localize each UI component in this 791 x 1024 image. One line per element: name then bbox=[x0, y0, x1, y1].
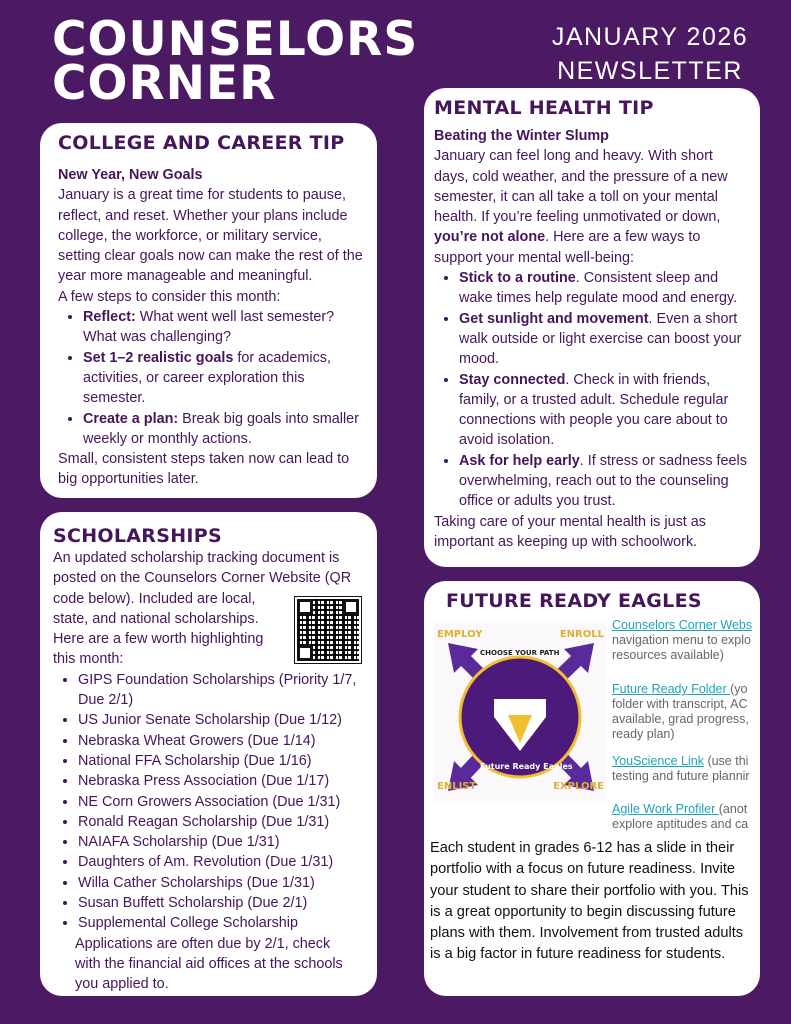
choose-path-label: CHOOSE YOUR PATH bbox=[480, 649, 560, 657]
intro-bold: you’re not alone bbox=[434, 229, 546, 246]
title-line2: CORNER bbox=[52, 56, 277, 111]
item-text: What went well last semester? What was challenging? bbox=[83, 309, 335, 346]
item-text: . Even a short walk outside or light exercise can boost your mood. bbox=[459, 310, 742, 368]
youscience-link[interactable]: YouScience Link bbox=[612, 754, 704, 768]
scholarship-item: • Supplemental College Scholarship bbox=[78, 913, 363, 933]
scholarship-item: • Susan Buffett Scholarship (Due 2/1) bbox=[78, 893, 363, 913]
enlist-label: ENLIST bbox=[437, 780, 477, 792]
item-bold: Reflect: bbox=[83, 309, 136, 326]
future-ready-card bbox=[424, 581, 760, 996]
section-heading: FUTURE READY EAGLES bbox=[446, 590, 702, 612]
scholarship-item: • US Junior Senate Scholarship (Due 1/12) bbox=[78, 710, 363, 730]
scholarship-item: • NE Corn Growers Association (Due 1/31) bbox=[78, 792, 363, 812]
issue-line2: NEWSLETTER bbox=[557, 57, 743, 85]
college-career-card bbox=[40, 123, 377, 498]
scholarship-item: • National FFA Scholarship (Due 1/16) bbox=[78, 751, 363, 771]
newsletter-title bbox=[52, 12, 419, 111]
link-description: (yo folder with transcript, AC available, grad progress, ready plan) bbox=[612, 682, 749, 741]
subheading: New Year, New Goals bbox=[58, 167, 203, 183]
closing: Small, consistent steps taken now can lead to big opportunities later. bbox=[58, 451, 350, 488]
scholarship-list bbox=[53, 670, 363, 934]
enroll-label: ENROLL bbox=[559, 629, 604, 640]
item-text: . Consistent sleep and wake times help regulate mood and energy. bbox=[459, 270, 738, 307]
section-heading: COLLEGE AND CAREER TIP bbox=[58, 132, 345, 154]
scholarship-item: • Nebraska Press Association (Due 1/17) bbox=[78, 771, 363, 791]
list-item bbox=[459, 268, 748, 309]
scholarship-item: • Daughters of Am. Revolution (Due 1/31) bbox=[78, 852, 363, 872]
link-description: (use thi testing and future plannir bbox=[612, 754, 750, 783]
qr-code[interactable] bbox=[295, 597, 361, 663]
title-line1: COUNSELORS bbox=[52, 12, 419, 67]
list-item bbox=[83, 409, 363, 450]
scholarship-note: Applications are often due by 2/1, check with the financial aid offices at the schools you applied to. bbox=[75, 935, 343, 993]
list-item bbox=[459, 309, 748, 370]
closing: Taking care of your mental health is just as important as keeping up with schoolwork. bbox=[434, 513, 706, 550]
list-item bbox=[459, 370, 748, 451]
intro-continued: code below). Included are local, state, and national scholarships. Here are a few worth highlighting this month: bbox=[53, 590, 264, 668]
intro-text: January can feel long and heavy. With short days, cold weather, and the pressure of a new semester, it can all take a toll on your mental health. If you’re feeling unmotivated or down, bbox=[434, 148, 728, 226]
logo-caption: Future Ready Eagles bbox=[480, 762, 573, 771]
item-text: . Check in with friends, family, or a trusted adult. Schedule regular connections with people you care about to avoid isolation. bbox=[459, 371, 729, 449]
scholarship-item: • GIPS Foundation Scholarships (Priority 1/7, Due 2/1) bbox=[78, 670, 363, 711]
intro-text: . Here are a few ways to support your mental well-being: bbox=[434, 229, 701, 266]
issue-line1: JANUARY 2026 bbox=[551, 23, 749, 51]
employ-label: EMPLOY bbox=[437, 629, 483, 640]
intro bbox=[434, 146, 748, 268]
item-text: . If stress or sadness feels overwhelming, reach out to the counseling office or adults you trust. bbox=[459, 452, 747, 510]
issue-date bbox=[530, 20, 770, 88]
item-bold: Get sunlight and movement bbox=[459, 310, 649, 327]
scholarship-item: • Ronald Reagan Scholarship (Due 1/31) bbox=[78, 812, 363, 832]
item-bold: Create a plan: bbox=[83, 410, 179, 427]
section-heading: SCHOLARSHIPS bbox=[53, 525, 222, 547]
resource-links bbox=[612, 618, 760, 832]
mental-health-card bbox=[424, 88, 760, 567]
intro: January is a great time for students to pause, reflect, and reset. Whether your plans include college, the workforce, or military service, setting clear goals now can make the rest of the year more manageable and meaningful. bbox=[58, 187, 363, 285]
item-bold: Stick to a routine bbox=[459, 270, 576, 287]
agile-work-profiler-link[interactable]: Agile Work Profiler bbox=[612, 802, 719, 816]
link-description: navigation menu to explo resources available) bbox=[612, 633, 751, 662]
item-bold: Ask for help early bbox=[459, 452, 580, 469]
link-description: (anot explore aptitudes and ca bbox=[612, 802, 749, 831]
item-text: for academics, activities, or career exploration this semester. bbox=[83, 349, 331, 407]
future-ready-folder-link[interactable]: Future Ready Folder bbox=[612, 682, 731, 696]
list-item bbox=[459, 451, 748, 512]
future-ready-body: Each student in grades 6-12 has a slide in their portfolio with a focus on future readiness. Invite your student to share their portfolio with you. This is a great opportunity to begin discussing future plans with them. Involvement from trusted adults is a big factor in future readiness for students. bbox=[430, 840, 749, 963]
explore-label: EXPLORE bbox=[553, 780, 604, 792]
steps-intro: A few steps to consider this month: bbox=[58, 288, 281, 305]
section-heading: MENTAL HEALTH TIP bbox=[434, 97, 654, 119]
scholarship-item: • Willa Cather Scholarships (Due 1/31) bbox=[78, 873, 363, 893]
list-item bbox=[83, 307, 363, 348]
list-item bbox=[83, 348, 363, 409]
intro: An updated scholarship tracking document is posted on the Counselors Corner Website (QR bbox=[53, 550, 352, 587]
item-bold: Set 1–2 realistic goals bbox=[83, 349, 234, 366]
scholarship-item: • NAIAFA Scholarship (Due 1/31) bbox=[78, 832, 363, 852]
subheading: Beating the Winter Slump bbox=[434, 128, 609, 144]
scholarships-card bbox=[40, 512, 377, 996]
counselors-corner-link[interactable]: Counselors Corner Webs bbox=[612, 618, 753, 632]
item-bold: Stay connected bbox=[459, 371, 566, 388]
scholarship-item: • Nebraska Wheat Growers (Due 1/14) bbox=[78, 731, 363, 751]
item-text: Break big goals into smaller weekly or monthly actions. bbox=[83, 410, 359, 447]
future-ready-logo bbox=[434, 621, 606, 803]
